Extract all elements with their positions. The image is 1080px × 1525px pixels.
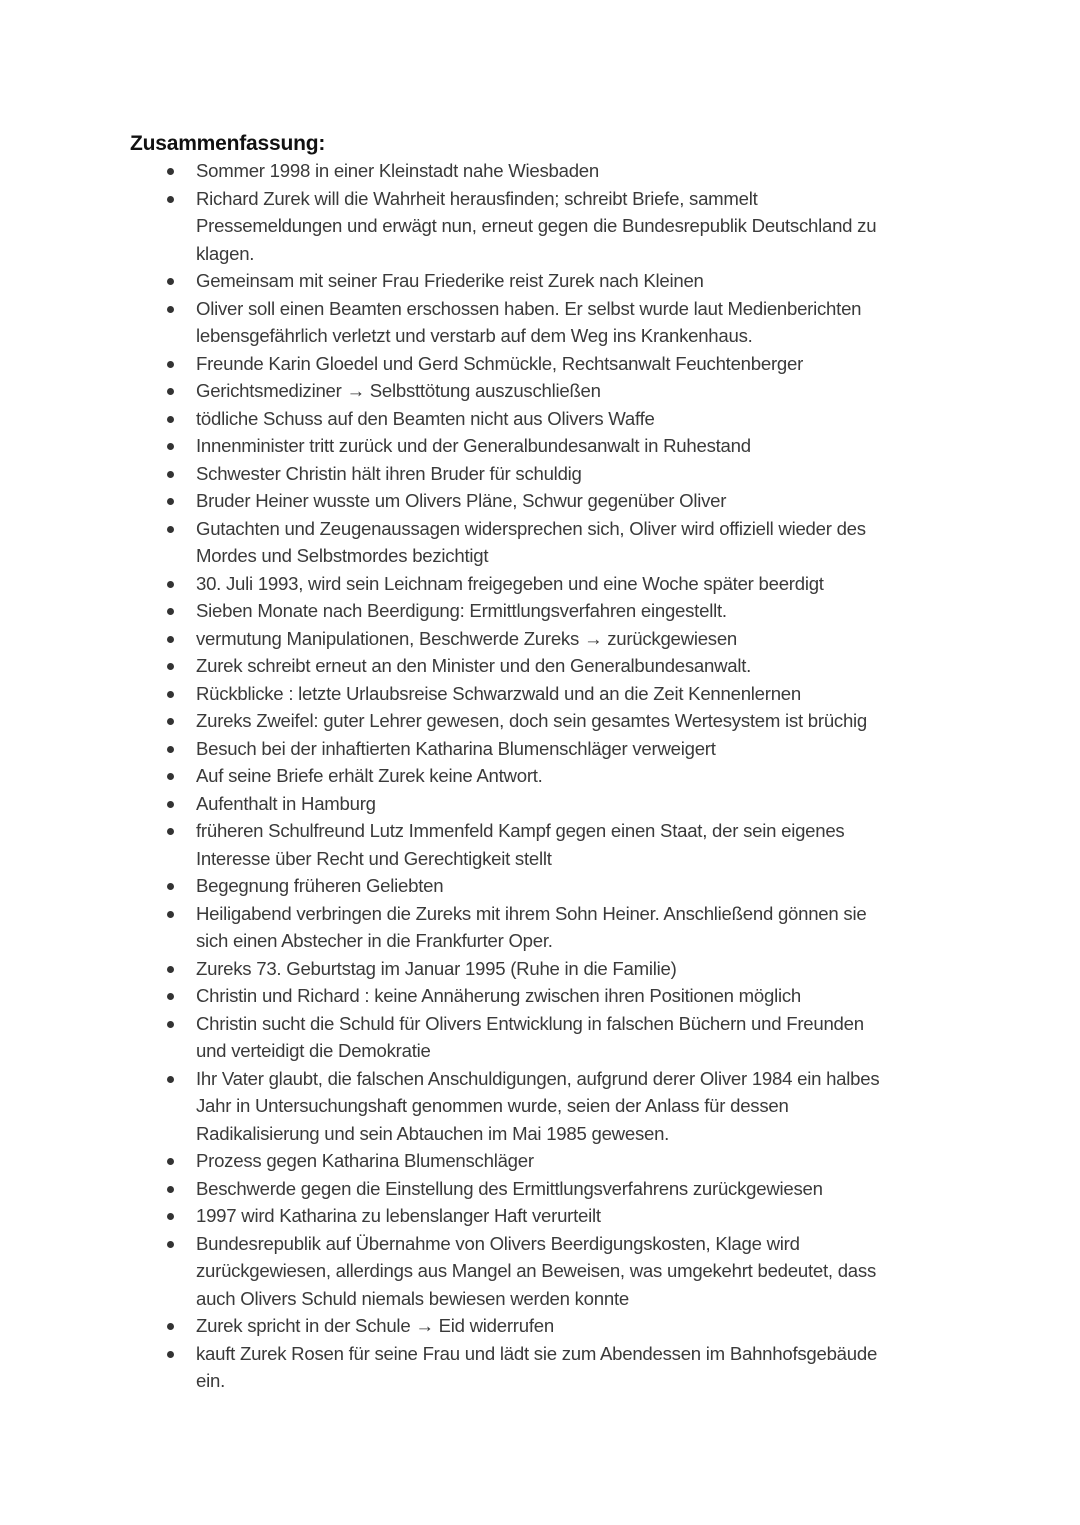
list-item [130, 872, 990, 900]
list-item [130, 1175, 990, 1203]
list-item [130, 900, 990, 955]
bullet-icon [167, 1351, 174, 1358]
list-item-text: sich einen Abstecher in die Frankfurter Oper. [196, 930, 553, 951]
bullet-icon [167, 718, 174, 725]
list-item-text: Ihr Vater glaubt, die falschen Anschuldigungen, aufgrund derer Oliver 1984 ein halbes [196, 1067, 880, 1089]
list-item [130, 295, 990, 350]
list-item-text: Zurek spricht in der Schule → Eid widerrufen [196, 1315, 554, 1336]
list-item [130, 570, 990, 598]
list-item [130, 1147, 990, 1175]
bullet-icon [167, 1076, 174, 1083]
list-item [130, 1312, 990, 1340]
list-item-text: auch Olivers Schuld niemals bewiesen werden konnte [196, 1287, 629, 1309]
list-item [130, 432, 990, 460]
list-item [130, 515, 990, 570]
bullet-icon [167, 1323, 174, 1330]
list-item-text: Prozess gegen Katharina Blumenschläger [196, 1150, 534, 1171]
bullet-icon [167, 801, 174, 808]
list-item-text: Sommer 1998 in einer Kleinstadt nahe Wiesbaden [196, 160, 599, 181]
list-item [130, 652, 990, 680]
list-item [130, 1230, 990, 1313]
list-item-text: Pressemeldungen und erwägt nun, erneut gegen die Bundesrepublik Deutschland zu [196, 215, 877, 236]
section-heading: Zusammenfassung: [130, 132, 326, 155]
list-item-text: Beschwerde gegen die Einstellung des Ermittlungsverfahrens zurückgewiesen [196, 1177, 823, 1199]
list-item [130, 1202, 990, 1230]
list-item [130, 790, 990, 818]
bullet-icon [167, 581, 174, 588]
list-item-text: Zureks 73. Geburtstag im Januar 1995 (Ruhe in die Familie) [196, 957, 677, 979]
list-item-text: früheren Schulfreund Lutz Immenfeld Kampf gegen einen Staat, der sein eigenes [196, 820, 845, 841]
list-item [130, 762, 990, 790]
list-item-text: Mordes und Selbstmordes bezichtigt [196, 545, 489, 566]
list-item-text: Interesse über Recht und Gerechtigkeit stellt [196, 847, 552, 869]
bullet-icon [167, 773, 174, 780]
summary-bullet-list [130, 157, 990, 1395]
bullet-icon [167, 966, 174, 973]
document-page [130, 130, 990, 1395]
bullet-icon [167, 1158, 174, 1165]
bullet-icon [167, 911, 174, 918]
bullet-icon [167, 608, 174, 615]
list-item-text: Christin sucht die Schuld für Olivers Entwicklung in falschen Büchern und Freunden [196, 1012, 864, 1034]
list-item [130, 735, 990, 763]
list-item [130, 1065, 990, 1148]
list-item-text: Zurek schreibt erneut an den Minister und den Generalbundesanwalt. [196, 655, 752, 676]
list-item-text: Freunde Karin Gloedel und Gerd Schmückle, Rechtsanwalt Feuchtenberger [196, 352, 804, 374]
list-item [130, 157, 990, 185]
bullet-icon [167, 278, 174, 285]
bullet-icon [167, 663, 174, 670]
list-item-text: 30. Juli 1993, wird sein Leichnam freigegeben und eine Woche später beerdigt [196, 572, 824, 594]
list-item-text: kauft Zurek Rosen für seine Frau und lädt sie zum Abendessen im Bahnhofsgebäude [196, 1342, 878, 1364]
bullet-icon [167, 471, 174, 478]
list-item [130, 267, 990, 295]
list-item [130, 680, 990, 708]
list-item-text: Richard Zurek will die Wahrheit herausfinden; schreibt Briefe, sammelt [196, 187, 758, 209]
list-item-text: Christin und Richard : keine Annäherung zwischen ihren Positionen möglich [196, 985, 801, 1006]
list-item-text: Zureks Zweifel: guter Lehrer gewesen, doch sein gesamtes Wertesystem ist brüchig [196, 710, 868, 731]
bullet-icon [167, 883, 174, 890]
list-item-text: Aufenthalt in Hamburg [196, 792, 376, 814]
list-item-text: Schwester Christin hält ihren Bruder für schuldig [196, 462, 582, 484]
list-item-text: Rückblicke : letzte Urlaubsreise Schwarzwald und an die Zeit Kennenlernen [196, 682, 801, 704]
list-item-text: vermutung Manipulationen, Beschwerde Zureks → zurückgewiesen [196, 627, 738, 649]
list-item-text: Sieben Monate nach Beerdigung: Ermittlungsverfahren eingestellt. [196, 600, 727, 621]
list-item-text: Bundesrepublik auf Übernahme von Olivers Beerdigungskosten, Klage wird [196, 1232, 800, 1254]
list-item-text: ein. [196, 1370, 225, 1391]
list-item-text: Jahr in Untersuchungshaft genommen wurde, seien der Anlass für dessen [196, 1095, 789, 1116]
bullet-icon [167, 746, 174, 753]
list-item [130, 707, 990, 735]
bullet-icon [167, 1186, 174, 1193]
bullet-icon [167, 361, 174, 368]
list-item-text: Gutachten und Zeugenaussagen widersprechen sich, Oliver wird offiziell wieder des [196, 517, 866, 539]
list-item-text: 1997 wird Katharina zu lebenslanger Haft verurteilt [196, 1205, 601, 1226]
bullet-icon [167, 636, 174, 643]
bullet-icon [167, 526, 174, 533]
list-item [130, 597, 990, 625]
list-item-text: Radikalisierung und sein Abtauchen im Mai 1985 gewesen. [196, 1122, 670, 1144]
list-item [130, 350, 990, 378]
bullet-icon [167, 691, 174, 698]
list-item-text: Bruder Heiner wusste um Olivers Pläne, Schwur gegenüber Oliver [196, 490, 727, 511]
list-item [130, 487, 990, 515]
list-item [130, 185, 990, 268]
list-item-text: Gerichtsmediziner → Selbsttötung auszuschließen [196, 380, 601, 401]
bullet-icon [167, 416, 174, 423]
bullet-icon [167, 993, 174, 1000]
bullet-icon [167, 168, 174, 175]
list-item [130, 955, 990, 983]
bullet-icon [167, 1021, 174, 1028]
list-item-text: klagen. [196, 242, 255, 264]
list-item [130, 1340, 990, 1395]
bullet-icon [167, 828, 174, 835]
list-item [130, 817, 990, 872]
list-item-text: Gemeinsam mit seiner Frau Friederike reist Zurek nach Kleinen [196, 270, 704, 291]
list-item [130, 377, 990, 405]
list-item-text: Auf seine Briefe erhält Zurek keine Antwort. [196, 765, 543, 786]
list-item-text: Heiligabend verbringen die Zureks mit ihrem Sohn Heiner. Anschließend gönnen sie [196, 902, 867, 924]
list-item-text: und verteidigt die Demokratie [196, 1040, 431, 1061]
list-item [130, 982, 990, 1010]
bullet-icon [167, 1213, 174, 1220]
list-item-text: zurückgewiesen, allerdings aus Mangel an Beweisen, was umgekehrt bedeutet, dass [196, 1260, 876, 1281]
bullet-icon [167, 196, 174, 203]
bullet-icon [167, 388, 174, 395]
list-item-text: Begegnung früheren Geliebten [196, 875, 444, 896]
bullet-icon [167, 1241, 174, 1248]
bullet-icon [167, 498, 174, 505]
bullet-icon [167, 443, 174, 450]
list-item-text: Besuch bei der inhaftierten Katharina Blumenschläger verweigert [196, 737, 716, 759]
list-item-text: tödliche Schuss auf den Beamten nicht aus Olivers Waffe [196, 407, 655, 429]
list-item [130, 405, 990, 433]
list-item-text: lebensgefährlich verletzt und verstarb auf dem Weg ins Krankenhaus. [196, 325, 753, 346]
list-item [130, 625, 990, 653]
bullet-icon [167, 306, 174, 313]
list-item-text: Oliver soll einen Beamten erschossen haben. Er selbst wurde laut Medienberichten [196, 297, 862, 319]
list-item [130, 460, 990, 488]
list-item [130, 1010, 990, 1065]
list-item-text: Innenminister tritt zurück und der Generalbundesanwalt in Ruhestand [196, 435, 751, 456]
